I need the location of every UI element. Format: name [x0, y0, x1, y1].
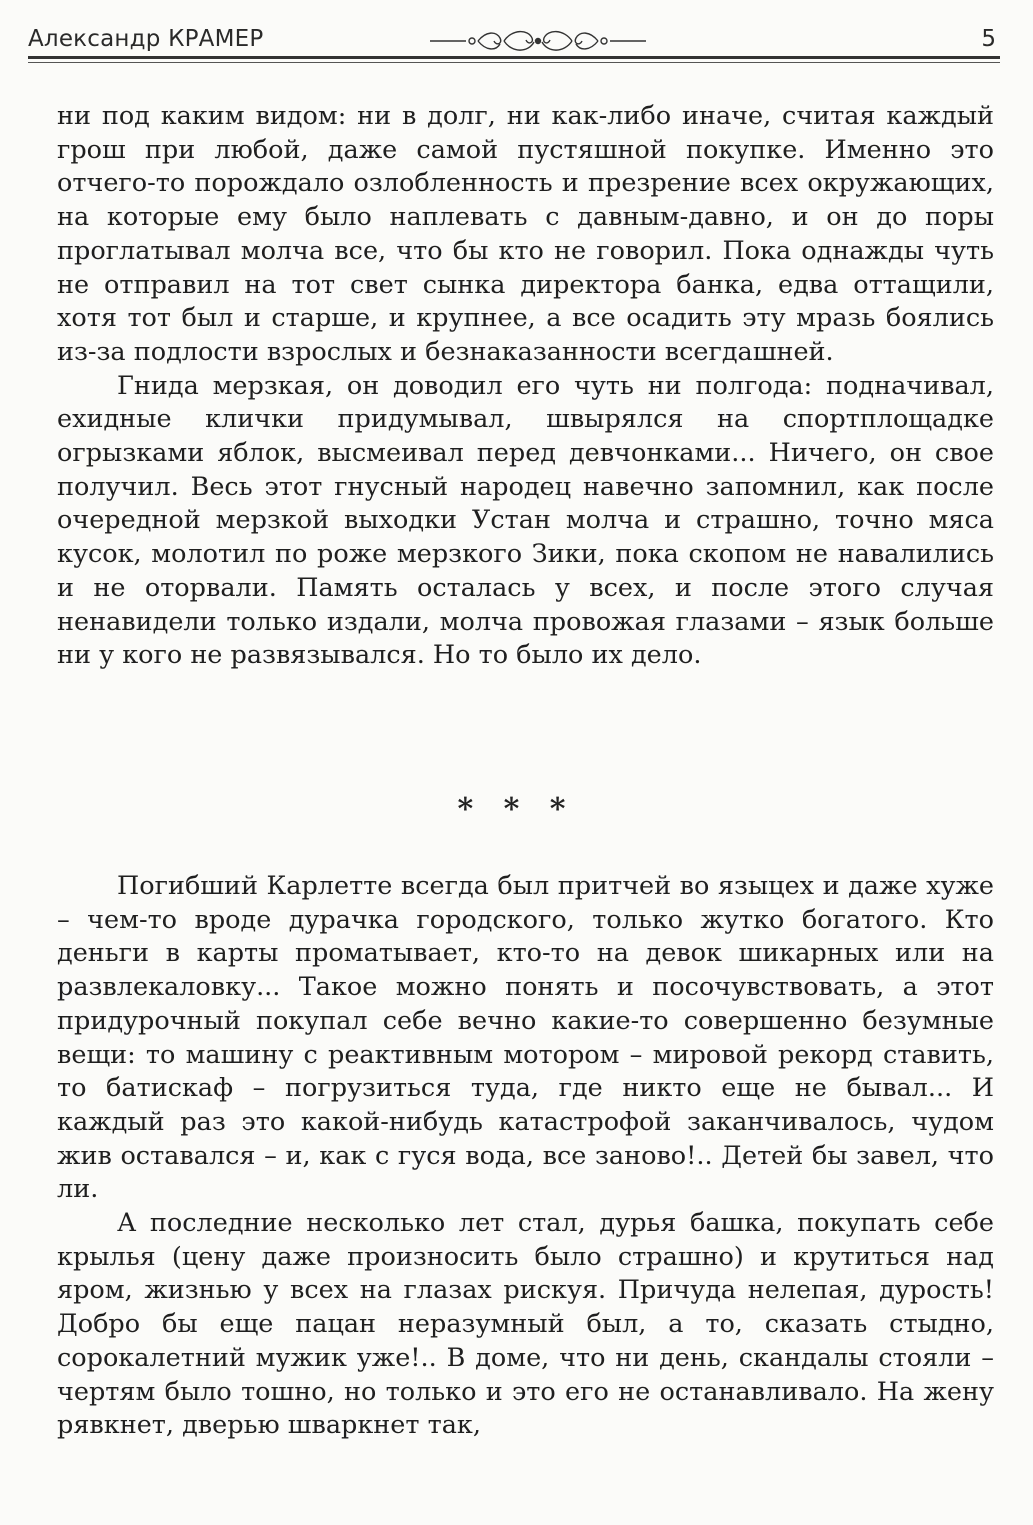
paragraph: А последние несколько лет стал, дурья башка, покупать себе крылья (цену даже произносить было страшно) и крутиться над яром, жизнью у всех на глазах рискуя. Причуда нелепая, дурость! Добро бы еще пацан неразумный был, а то, сказать стыдно, сорокалетний мужик уже!.. В доме, что ни день, скандалы стояли – чертям было тошно, но только и это его не останавливало. На жену рявкнет, дверью шваркнет так,	[57, 1208, 994, 1441]
body-text-section-2	[57, 870, 994, 1443]
body-text-section-1	[57, 100, 994, 673]
header-author: Александр КРАМЕР	[28, 26, 264, 52]
header-rule-thin	[28, 62, 1000, 63]
page-number: 5	[981, 26, 996, 52]
section-separator: * * *	[457, 792, 576, 827]
scroll-ornament-icon	[428, 26, 648, 56]
header-rule	[28, 56, 1000, 59]
paragraph: ни под каким видом: ни в долг, ни как-либо иначе, считая каждый грош при любой, даже самой пустяшной покупке. Именно это отчего-то порождало озлобленность и презрение всех окружающих, на которые ему было наплевать с давным-давно, и он до поры проглатывал молча все, что бы кто не говорил. Пока однажды чуть не отправил на тот свет сынка директора банка, едва оттащили, хотя тот был и старше, и крупнее, а все осадить эту мразь боялись из-за подлости взрослых и безнаказанности всегдашней.	[57, 101, 994, 367]
paragraph: Гнида мерзкая, он доводил его чуть ни полгода: подначивал, ехидные клички придумывал, швырялся на спортплощадке огрызками яблок, высмеивал перед девчонками... Ничего, он свое получил. Весь этот гнусный народец навечно запомнил, как после очередной мерзкой выходки Устан молча и страшно, точно мяса кусок, молотил по роже мерзкого Зики, пока скопом не навалились и не оторвали. Память осталась у всех, и после этого случая ненавидели только издали, молча провожая глазами – язык больше ни у кого не развязывался. Но то было их дело.	[57, 370, 994, 671]
paragraph: Погибший Карлетте всегда был притчей во языцех и даже хуже – чем-то вроде дурачка городского, только жутко богатого. Кто деньги в карты проматывает, кто-то на девок шикарных или на развлекаловку... Такое можно понять и посочувствовать, а этот придурочный покупал себе вечно какие-то совершенно безумные вещи: то машину с реактивным мотором – мировой рекорд ставить, то батискаф – погрузиться туда, где никто еще не бывал... И каждый раз это какой-нибудь катастрофой заканчивалось, чудом жив оставался – и, как с гуся вода, все заново!.. Детей бы завел, что ли.	[57, 871, 994, 1205]
